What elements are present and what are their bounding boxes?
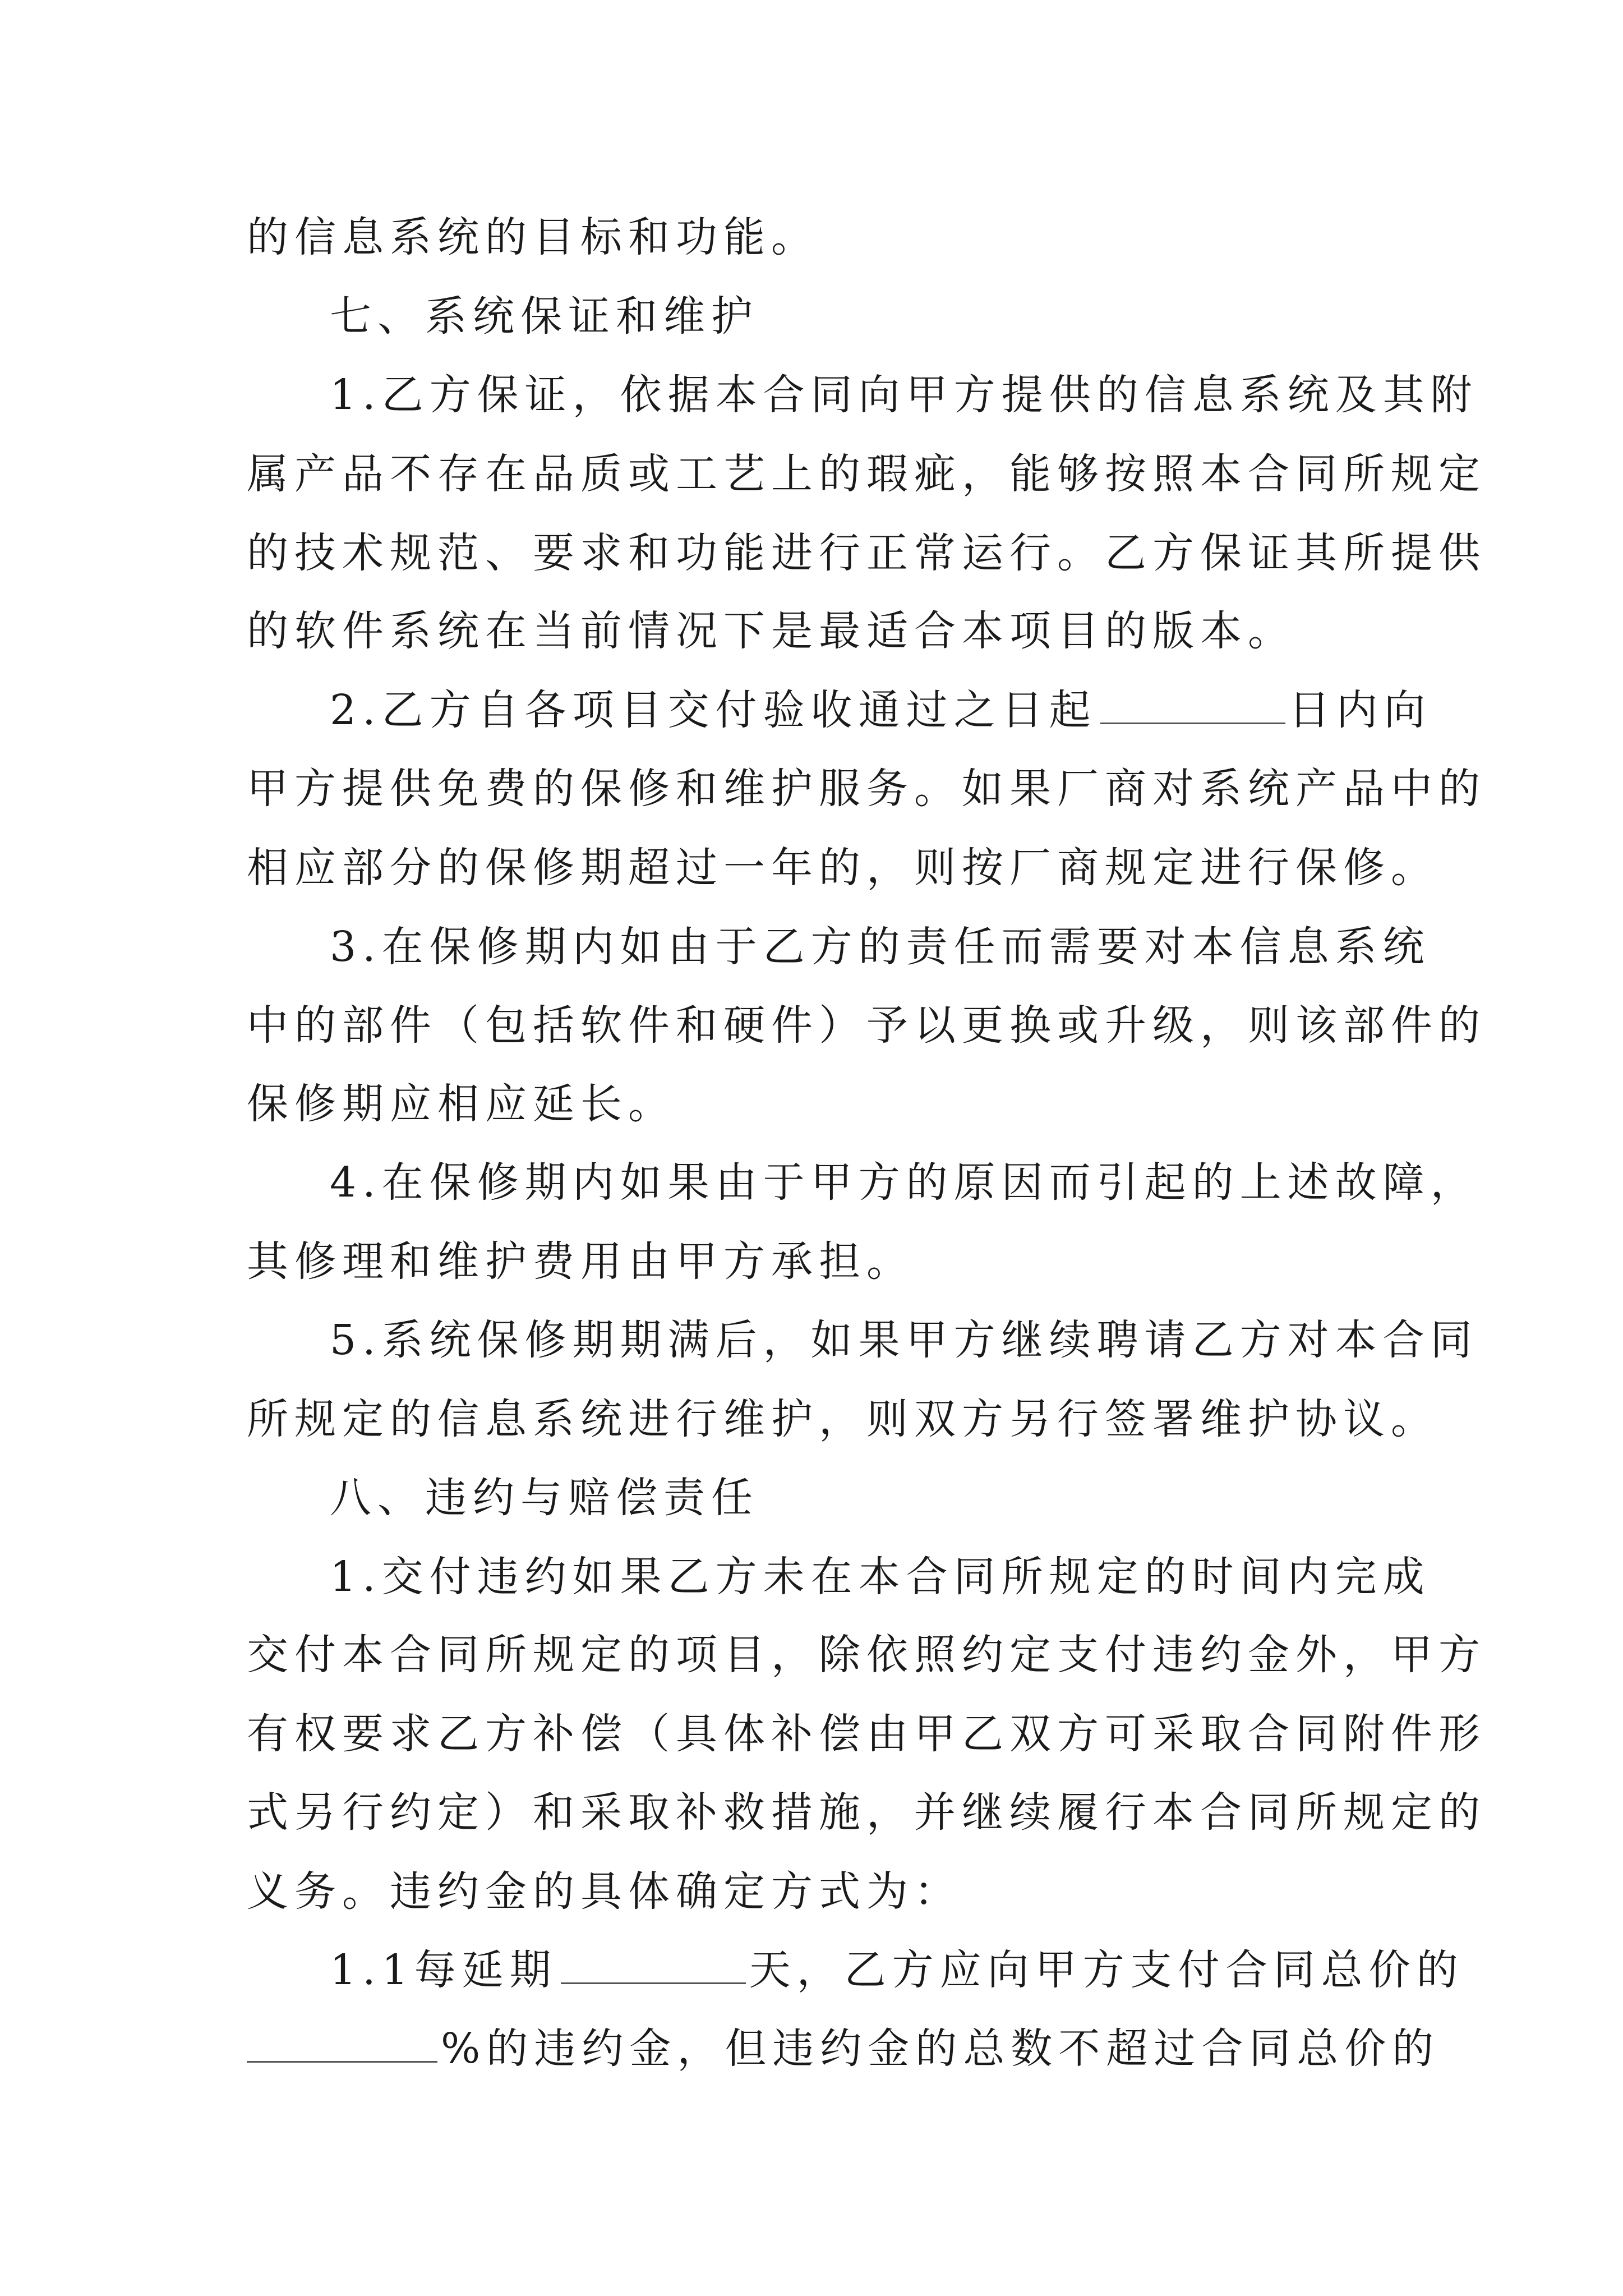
paragraph-line: 有权要求乙方补偿（具体补偿由甲乙双方可采取合同附件形	[247, 1710, 1486, 1758]
paragraph-line: 1.交付违约如果乙方未在本合同所规定的时间内完成	[330, 1553, 1431, 1601]
fill-in-blank[interactable]	[247, 2024, 437, 2063]
paragraph-line: 属产品不存在品质或工艺上的瑕疵，能够按照本合同所规定	[247, 450, 1486, 498]
fill-in-blank[interactable]	[1100, 685, 1285, 724]
paragraph-line: 交付本合同所规定的项目，除依照约定支付违约金外，甲方	[247, 1631, 1486, 1679]
paragraph-line: 保修期应相应延长。	[247, 1080, 676, 1128]
section-heading-7: 七、系统保证和维护	[330, 292, 759, 341]
paragraph-line: 4.在保修期内如果由于甲方的原因而引起的上述故障，	[330, 1158, 1478, 1207]
paragraph-line: 义务。违约金的具体确定方式为：	[247, 1867, 962, 1916]
paragraph-line: 的软件系统在当前情况下是最适合本项目的版本。	[247, 607, 1295, 655]
paragraph-line: 3.在保修期内如由于乙方的责任而需要对本信息系统	[330, 923, 1431, 971]
fill-in-blank[interactable]	[561, 1945, 746, 1984]
line-text: 1.1每延期	[330, 1946, 557, 1994]
paragraph-line: 1.乙方保证，依据本合同向甲方提供的信息系统及其附	[330, 371, 1478, 419]
line-text: 2.乙方自各项目交付验收通过之日起	[330, 686, 1097, 734]
paragraph-line: 其修理和维护费用由甲方承担。	[247, 1237, 914, 1286]
paragraph-line: 5.系统保修期期满后，如果甲方继续聘请乙方对本合同	[330, 1316, 1478, 1364]
paragraph-line: 的信息系统的目标和功能。	[247, 213, 819, 261]
paragraph-line-with-blank	[330, 1943, 1464, 1997]
paragraph-line: 相应部分的保修期超过一年的，则按厂商规定进行保修。	[247, 844, 1438, 892]
paragraph-line: 的技术规范、要求和功能进行正常运行。乙方保证其所提供	[247, 529, 1486, 577]
paragraph-line-with-blank	[330, 683, 1432, 737]
paragraph-line: 式另行约定）和采取补救措施，并继续履行本合同所规定的	[247, 1788, 1486, 1837]
line-text: %的违约金，但违约金的总数不超过合同总价的	[441, 2024, 1440, 2073]
paragraph-line: 所规定的信息系统进行维护，则双方另行签署维护协议。	[247, 1395, 1438, 1443]
line-text: 天，乙方应向甲方支付合同总价的	[749, 1946, 1464, 1994]
paragraph-line: 甲方提供免费的保修和维护服务。如果厂商对系统产品中的	[247, 765, 1486, 813]
paragraph-line-with-blank	[247, 2022, 1440, 2076]
line-text: 日内向	[1288, 686, 1432, 734]
paragraph-line: 中的部件（包括软件和硬件）予以更换或升级，则该部件的	[247, 1001, 1486, 1050]
section-heading-8: 八、违约与赔偿责任	[330, 1474, 759, 1522]
